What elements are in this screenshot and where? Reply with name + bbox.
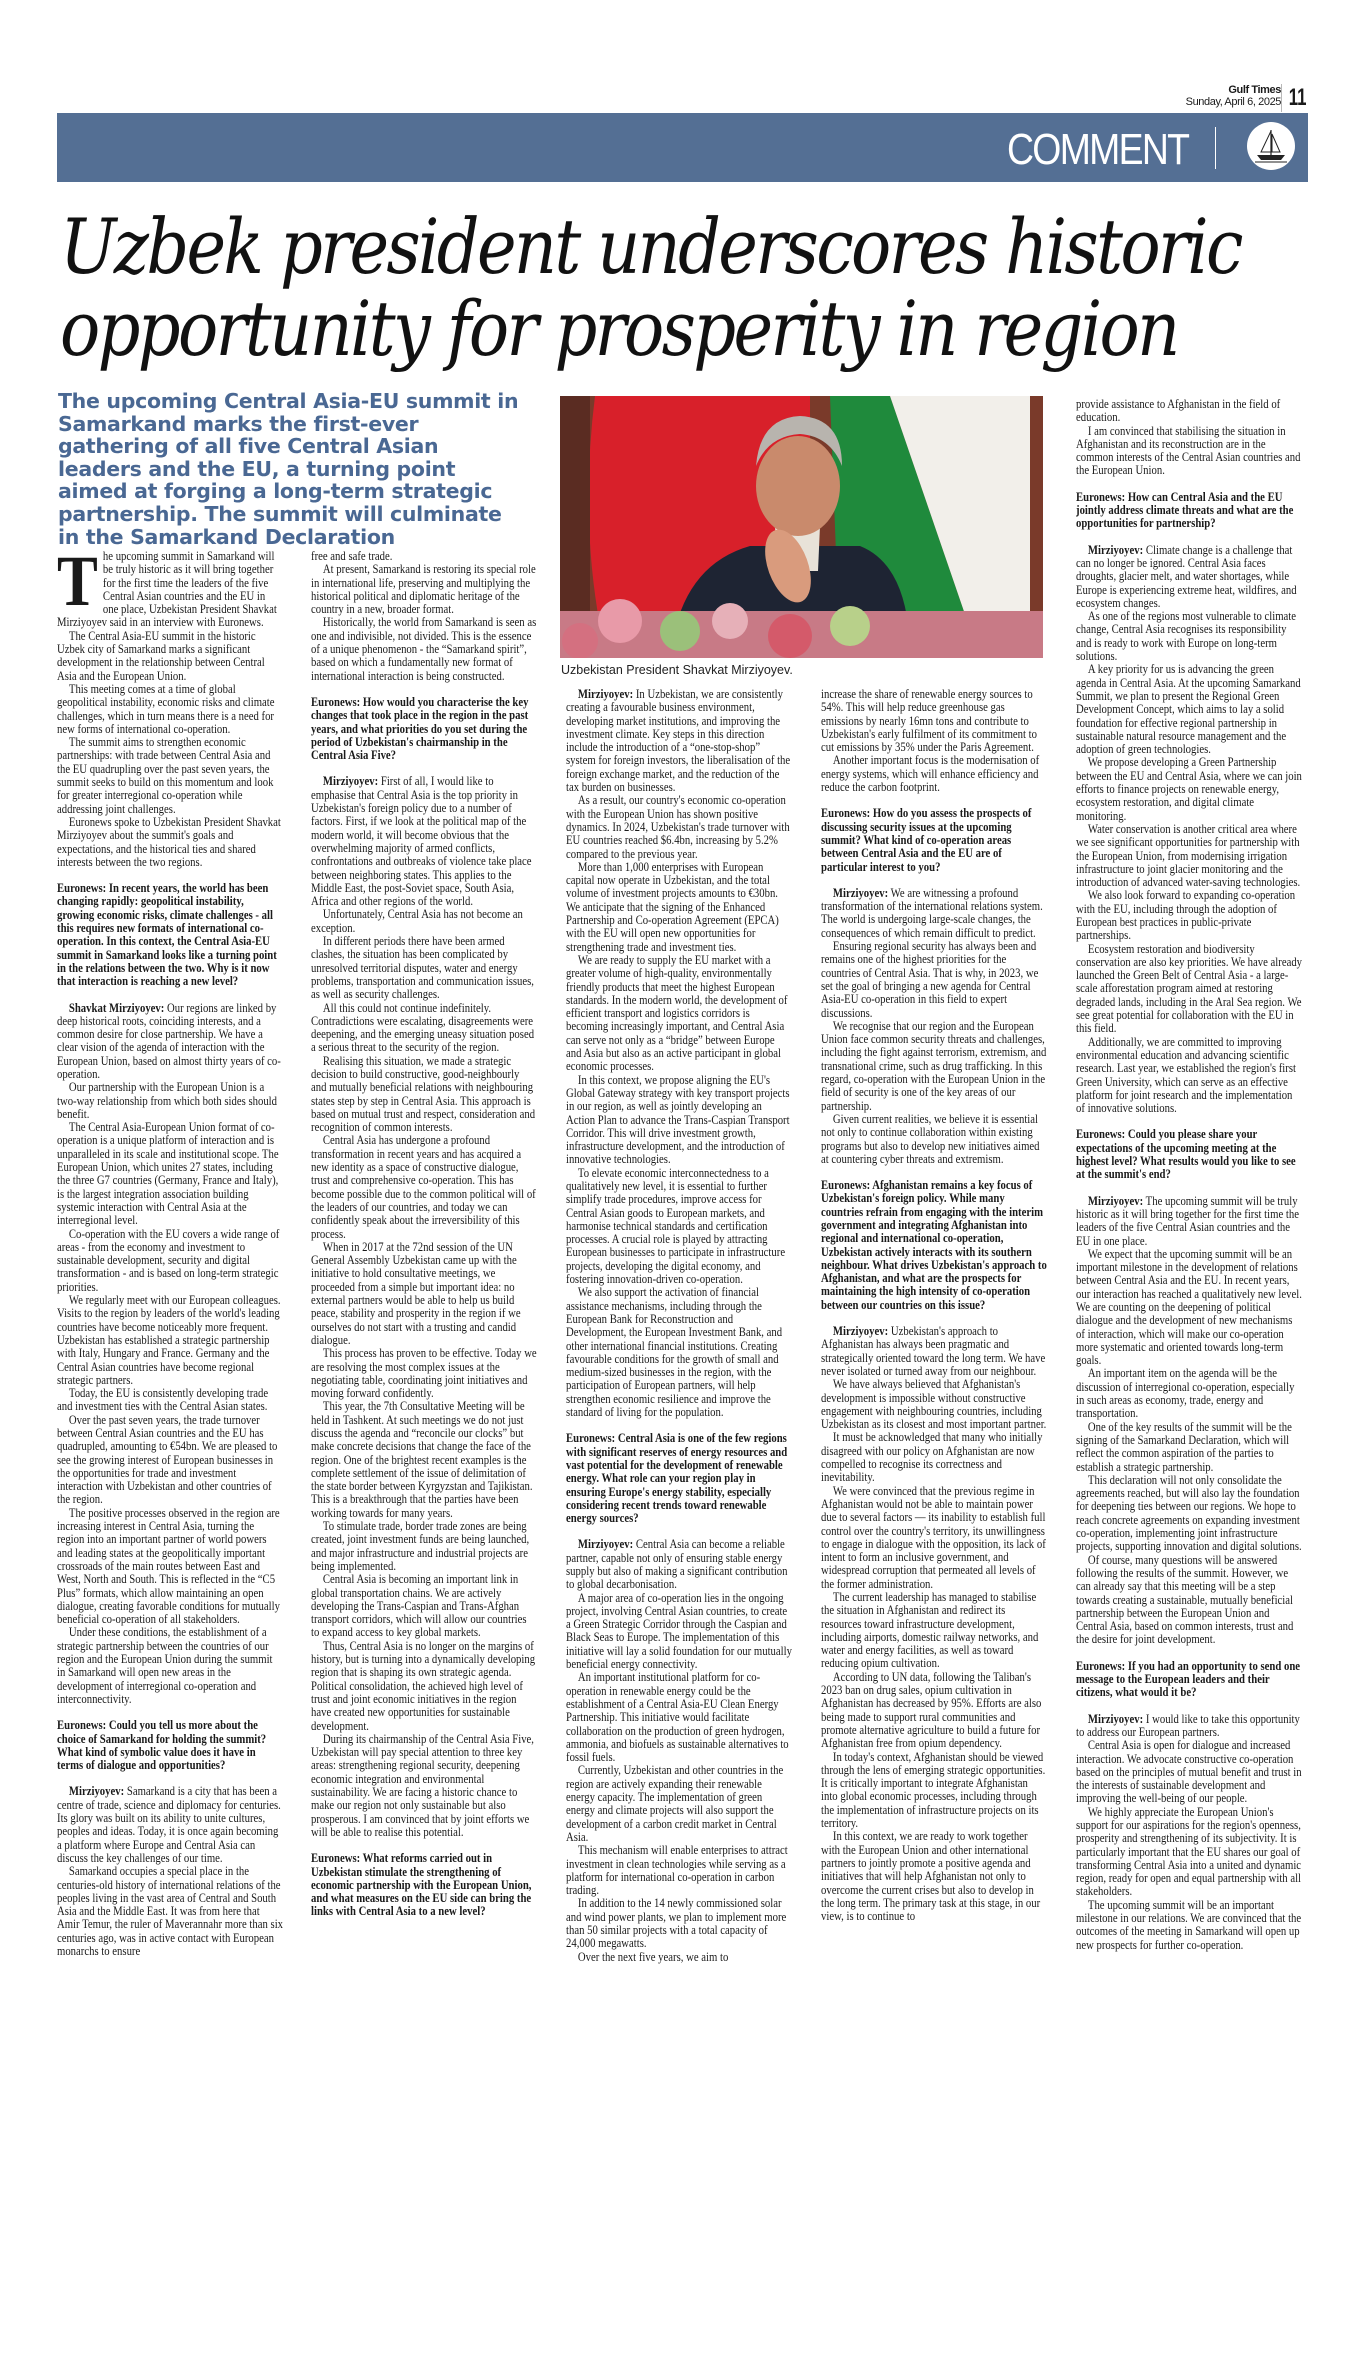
dhow-boat-icon xyxy=(1247,122,1295,170)
article-paragraph xyxy=(566,1764,792,1844)
headline-line-2: opportunity for prosperity in region xyxy=(60,284,1178,373)
paragraph-text: provide assistance to Afghanistan in the field of education. xyxy=(1076,398,1281,425)
article-paragraph xyxy=(311,935,537,1001)
article-paragraph xyxy=(821,1378,1047,1431)
article-paragraph xyxy=(1076,1739,1302,1805)
interview-answer xyxy=(1076,544,1302,610)
paragraph-text: Over the past seven years, the trade turnover between Central Asian countries and the EU has quadrupled, amounting to €54bn. We are pleased to see the growing interest of European businesses in the opportunities for trade and investment interaction with Uzbekistan and other countries of the region. xyxy=(57,1412,278,1507)
section-divider xyxy=(1215,127,1216,169)
article-paragraph xyxy=(311,1055,537,1135)
article-paragraph xyxy=(57,1865,283,1958)
interview-answer xyxy=(57,1002,283,1082)
article-paragraph xyxy=(566,1951,792,1964)
paragraph-text: To stimulate trade, border trade zones are being created, joint investment funds are being launched, and major infrastructure and industrial projects are being implemented. xyxy=(311,1519,530,1573)
page-number: 11 xyxy=(1281,84,1306,112)
speaker-name: Mirziyoyev: xyxy=(832,885,889,900)
interview-answer xyxy=(1076,1195,1302,1248)
section-band xyxy=(57,113,1308,182)
paragraph-text: The positive processes observed in the region are increasing interest in Central Asia, turning the region into an important partner of world powers and leading states at the geopolitically important crossroads of the main routes between East and West, North and South. This is reflected in the “C5 Plus” formats, which allow maintaining an open dialogue, creating favorable conditions for mutually beneficial co-operation of all stakeholders. xyxy=(57,1505,280,1627)
article-paragraph xyxy=(1076,943,1302,1036)
article-paragraph xyxy=(821,1671,1047,1751)
paragraph-text: When in 2017 at the 72nd session of the UN General Assembly Uzbekistan came up with the initiative to hold consultative meetings, we proceeded from a simple but important idea: no external partners would be able to help us build peace, stability and prosperity in the region if we ourselves do not start with a trusting and candid dialogue. xyxy=(311,1239,521,1347)
section-label: COMMENT xyxy=(1006,125,1188,174)
interview-answer xyxy=(311,775,537,908)
article-paragraph xyxy=(566,1844,792,1897)
speaker-name: Mirziyoyev: xyxy=(322,774,379,789)
paragraph-text: We regularly meet with our European colleagues. Visits to the region by leaders of the world's leading countries have become noticeably more frequent. Uzbekistan has established a strategic partnership with Italy, Hungary and France. Germany and the Central Asian countries have become regional strategic partners. xyxy=(57,1293,281,1387)
paragraph-text: First of all, I would like to emphasise that Central Asia is the top priority in Uzbekistan's foreign policy due to a number of factors. First, if we look at the political map of the modern world, it will become obvious that the overwhelming majority of armed conflicts, confrontations and outbreaks of violence take place between neighboring states. This applies to the Middle East, the post-Soviet space, South Asia, Africa and other regions of the world. xyxy=(311,774,532,909)
article-column-2 xyxy=(311,550,537,2280)
paragraph-text: At present, Samarkand is restoring its special role in international life, preserving and multiplying the historical political and diplomatic heritage of the country in a new, broader format. xyxy=(311,562,536,617)
paragraph-text: I am convinced that stabilising the situation in Afghanistan and its reconstruction are in the common interests of the Central Asian countries and the European Union. xyxy=(1076,423,1301,478)
article-paragraph xyxy=(311,1241,537,1347)
paragraph-text: We propose developing a Green Partnership between the EU and Central Asia, where we can join efforts to finance projects on renewable energy, ecosystem restoration, and digital climate monitoring. xyxy=(1076,755,1302,823)
article-paragraph xyxy=(1076,663,1302,756)
interview-answer xyxy=(1076,1713,1302,1740)
paragraph-text: All this could not continue indefinitely. Contradictions were escalating, disagreements were deepening, and the emerging uneasy situation posed a serious threat to the security of the region. xyxy=(311,1000,535,1055)
article-paragraph xyxy=(57,1387,283,1414)
interview-answer xyxy=(566,1538,792,1591)
article-paragraph xyxy=(1076,823,1302,889)
article-paragraph xyxy=(311,550,537,563)
paragraph-text: In today's context, Afghanistan should be viewed through the lens of emerging strategic opportunities. It is critically important to integrate Afghanistan into global economic processes, including through the implementation of infrastructure projects on its territory. xyxy=(821,1749,1046,1831)
article-paragraph xyxy=(311,1134,537,1240)
article-paragraph xyxy=(1076,398,1302,425)
paragraph-text: We also support the activation of financial assistance mechanisms, including through the European Bank for Reconstruction and Development, the European Investment Bank, and other international financial institutions. Creating favourable conditions for the growth of small and medium-sized businesses in the region, with the participation of European partners, will help strengthen economic resilience and improve the standard of living for the population. xyxy=(566,1285,783,1420)
article-paragraph xyxy=(1076,1367,1302,1420)
paragraph-text: Climate change is a challenge that can no longer be ignored. Central Asia faces droughts, glacier melt, and water shortages, while Europe is experiencing extreme heat, wildfires, and ecosystem changes. xyxy=(1076,542,1297,610)
article-paragraph xyxy=(1076,1554,1302,1647)
interview-question: Euronews: How would you characterise the key changes that took place in the region in the past years, and what priorities do you set during the period of Uzbekistan's chairmanship in the Central Asia Five? xyxy=(311,694,529,763)
president-photo xyxy=(560,396,1043,658)
interview-answer xyxy=(57,1785,283,1865)
interview-answer xyxy=(821,887,1047,940)
paragraph-text: Uzbekistan's approach to Afghanistan has always been pragmatic and strategically oriented toward the long term. We have never isolated or turned away from our neighbour. xyxy=(821,1324,1046,1378)
article-paragraph xyxy=(821,1485,1047,1591)
article-paragraph xyxy=(311,616,537,682)
article-paragraph xyxy=(821,1830,1047,1923)
article-paragraph xyxy=(57,1414,283,1507)
article-paragraph xyxy=(1076,1474,1302,1554)
paragraph-text: free and safe trade. xyxy=(311,550,393,563)
article-paragraph xyxy=(57,1228,283,1294)
paragraph-text: Another important focus is the modernisation of energy systems, which will enhance efficiency and reduce the carbon footprint. xyxy=(821,753,1040,795)
article-paragraph xyxy=(821,1751,1047,1831)
article-paragraph xyxy=(311,1640,537,1733)
paragraph-text: Of course, many questions will be answered following the results of the summit. However, we can already say that this meeting will be a step towards creating a sustainable, mutually beneficial partnership between the European Union and Central Asia, based on common interests, trust and the desire for joint development. xyxy=(1076,1552,1294,1647)
interview-question: Euronews: In recent years, the world has been changing rapidly: geopolitical instability, growing economic risks, climate challenges - all this requires new formats of international co-operation. In this context, the Central Asia-EU summit in Samarkand looks like a turning point in the relations between the two. Why is it now that interaction is reaching a new level? xyxy=(57,881,277,989)
paragraph-text: Additionally, we are committed to improving environmental education and advancing scientific research. Last year, we established the region's first Green University, which can serve as an effective platform for joint research and the implementation of innovative solutions. xyxy=(1076,1034,1296,1116)
article-column-3 xyxy=(566,688,792,2280)
article-paragraph xyxy=(57,1121,283,1227)
speaker-name: Mirziyoyev: xyxy=(68,1784,125,1799)
paragraph-text: Unfortunately, Central Asia has not become an exception. xyxy=(311,907,523,935)
paragraph-text: To elevate economic interconnectedness to a qualitatively new level, it is essential to further simplify trade procedures, improve access for Central Asian goods to European markets, and harmonise technical standards and certification processes. A crucial role is played by attracting European businesses to participate in infrastructure projects, developing the digital economy, and fostering innovation-driven co-operation. xyxy=(566,1165,786,1287)
article-paragraph xyxy=(1076,1036,1302,1116)
paragraph-text: More than 1,000 enterprises with European capital now operate in Uzbekistan, and the total volume of investment projects amounts to €30bn. We anticipate that the signing of the Enhanced Partnership and Co-operation Agreement (EPCA) with the EU will open new opportunities for strengthening trade and investment ties. xyxy=(566,859,779,954)
article-paragraph xyxy=(821,1431,1047,1484)
paragraph-text: We highly appreciate the European Union's support for our aspirations for the region's openness, prosperity and strengthening of its subjectivity. It is particularly important that the EU shares our goal of transforming Central Asia into a united and dynamic region, ready for open and equal partnership with all stakeholders. xyxy=(1076,1804,1302,1899)
paragraph-text: The Central Asia-European Union format of co-operation is a unique platform of interaction and is unparalleled in its scale and institutional scope. The European Union, which unites 27 states, including the three G7 countries (Germany, France and Italy), is the largest integration association building systemic interaction with Central Asia at the interregional level. xyxy=(57,1120,279,1228)
paragraph-text: The upcoming summit will be an important milestone in our relations. We are convinced that the outcomes of the meeting in Samarkand will open up new prospects for further co-operation. xyxy=(1076,1897,1302,1952)
paragraph-text: One of the key results of the summit will be the signing of the Samarkand Declaration, which will reflect the common aspiration of the parties to establish a strategic partnership. xyxy=(1076,1419,1292,1474)
article-paragraph xyxy=(311,1347,537,1400)
article-paragraph xyxy=(566,861,792,954)
paragraph-text: Today, the EU is consistently developing trade and investment ties with the Central Asian states. xyxy=(57,1386,269,1414)
article-paragraph xyxy=(821,1020,1047,1113)
paragraph-text: A key priority for us is advancing the green agenda in Central Asia. At the upcoming Samarkand Summit, we plan to present the Regional Green Development Concept, which aims to lay a solid foundation for effective regional partnership in sustainable natural resource management and the adoption of green technologies. xyxy=(1076,662,1301,757)
paragraph-text: As one of the regions most vulnerable to climate change, Central Asia recognises its responsibility and is ready to work with Europe on long-term solutions. xyxy=(1076,609,1297,664)
paragraph-text: The current leadership has managed to stabilise the situation in Afghanistan and redirect its resources toward infrastructure development, including airports, domestic railway networks, and water and energy facilities, as well as toward reducing opium cultivation. xyxy=(821,1590,1039,1671)
article-paragraph xyxy=(566,1592,792,1672)
masthead xyxy=(1186,84,1281,108)
paragraph-text: Central Asia can become a reliable partner, capable not only of ensuring stable energy supply but also of making a significant contribution to global decarbonisation. xyxy=(566,1537,788,1592)
paragraph-text: We are witnessing a profound transformation of the international relations system. The world is undergoing large-scale changes, the consequences of which remain difficult to predict. xyxy=(821,885,1043,940)
paragraph-text: he upcoming summit in Samarkand will be truly historic as it will bring together for the first time the leaders of the five Central Asian countries and the EU in one place, Uzbekistan President Shavkat Mirziyoyev said in an interview with Euronews. xyxy=(57,550,277,630)
paragraph-text: Central Asia is becoming an important link in global transportation chains. We are actively developing the Trans-Caspian and Trans-Afghan transport corridors, which will allow our countries to expand access to key global markets. xyxy=(311,1572,527,1640)
speaker-name: Mirziyoyev: xyxy=(577,1537,634,1552)
paragraph-text: Our regions are linked by deep historical roots, coinciding interests, and a common desire for close partnership. We have a clear vision of the agenda of interaction with the European Union, based on almost thirty years of co-operation. xyxy=(57,1000,281,1081)
paragraph-text: The summit aims to strengthen economic partnerships: with trade between Central Asia and the EU quadrupling over the past seven years, the summit seeks to build on this momentum and look for greater interregional co-operation while addressing joint challenges. xyxy=(57,735,274,816)
speaker-name: Mirziyoyev: xyxy=(1087,1193,1144,1208)
article-paragraph xyxy=(1076,1899,1302,1952)
headline xyxy=(60,202,1241,373)
article-paragraph xyxy=(566,1897,792,1950)
article-paragraph xyxy=(821,688,1047,754)
paragraph-text: As a result, our country's economic co-operation with the European Union has shown positive dynamics. In 2024, Uzbekistan's trade turnover with EU countries reached $6.4bn, increasing by 5.2% compared to the previous year. xyxy=(566,793,790,861)
article-paragraph xyxy=(57,1626,283,1706)
speaker-name: Mirziyoyev: xyxy=(1087,542,1144,557)
paragraph-text: A major area of co-operation lies in the ongoing project, involving Central Asian countries, to create a Green Strategic Corridor through the Caspian and Black Seas to Europe. The implementation of this initiative will lay a solid foundation for our mutually beneficial energy connectivity. xyxy=(566,1590,792,1672)
paragraph-text: This process has proven to be effective. Today we are resolving the most complex issues at the negotiating table, coordinating joint initiatives and moving forward confidently. xyxy=(311,1346,537,1401)
article-column-5 xyxy=(1076,398,1302,2280)
article-paragraph xyxy=(566,1167,792,1287)
article-paragraph xyxy=(311,1520,537,1573)
paragraph-text: Samarkand is a city that has been a centre of trade, science and diplomacy for centuries. Its glory was built on its ability to unite cultures, peoples and ideas. Today, it is once again becoming a platform where Europe and Central Asia can discuss the key challenges of our time. xyxy=(57,1784,281,1865)
article-column-4 xyxy=(821,688,1047,2280)
paragraph-text: An important item on the agenda will be the discussion of interregional co-operation, especially in such areas as economy, trade, energy and transportation. xyxy=(1076,1366,1295,1421)
paragraph-text: Currently, Uzbekistan and other countries in the region are actively expanding their renewable energy capacity. The implementation of green energy and climate projects will also support the development of a carbon credit market in Central Asia. xyxy=(566,1763,784,1844)
article-paragraph xyxy=(57,1507,283,1627)
standfirst: The upcoming Central Asia-EU summit in Samarkand marks the first-ever gathering of all five Central Asian leaders and the EU, a turning point aimed at forging a long-term strategic partnership. The summit will culminate in the Samarkand Declaration xyxy=(58,389,519,549)
paragraph-text: Realising this situation, we made a strategic decision to build constructive, good-neighbourly and mutually beneficial relations with neighbouring states step by step in Central Asia. This approach is based on mutual trust and respect, consideration and recognition of common interests. xyxy=(311,1053,536,1135)
paragraph-text: Central Asia is open for dialogue and increased interaction. We advocate constructive co-operation based on the principles of mutual benefit and trust in the interests of sustainable development and improving the well-being of our people. xyxy=(1076,1738,1302,1806)
paragraph-text: We were convinced that the previous regime in Afghanistan would not be able to maintain power due to several factors — its inability to establish full control over the country's territory, its unwillingness to engage in dialogue with the opposition, its lack of intent to form an inclusive government, and widespread corruption that permeated all levels of the former administration. xyxy=(821,1483,1046,1591)
article-paragraph xyxy=(311,1573,537,1639)
paragraph-text: Water conservation is another critical area where we see significant opportunities for partnership with the European Union, from modernising irrigation infrastructure to joint glacier monitoring and the introduction of advanced water-saving technologies. xyxy=(1076,821,1301,890)
paragraph-text: Ensuring regional security has always been and remains one of the highest priorities for the countries of Central Asia. That is why, in 2023, we set the goal of bringing a new agenda for Central Asia-EU co-operation in this field to expert discussions. xyxy=(821,939,1039,1020)
speaker-name: Mirziyoyev: xyxy=(1087,1711,1144,1726)
issue-date: Sunday, April 6, 2025 xyxy=(1185,96,1281,108)
paragraph-text: Central Asia has undergone a profound transformation in recent years and has acquired a new identity as a space of constructive dialogue, trust and comprehensive co-operation. This has become possible due to the common political will of the leaders of our countries, and today we can confidently speak about the irreversibility of this process. xyxy=(311,1133,536,1241)
paragraph-text: We expect that the upcoming summit will be an important milestone in the development of relations between Central Asia and the EU. In recent years, our interaction has reached a qualitatively new level. We are counting on the deepening of political dialogue and the development of new mechanisms of interaction, which will make our co-operation more systematic and oriented towards long-term goals. xyxy=(1076,1246,1302,1368)
article-paragraph xyxy=(1076,1421,1302,1474)
paragraph-text: The Central Asia-EU summit in the historic Uzbek city of Samarkand marks a significant development in the relationship between Central Asia and the European Union. xyxy=(57,628,265,683)
paragraph-text: Samarkand occupies a special place in the centuries-old history of international relations of the peoples living in the vast area of Central and South Asia and the Middle East. It was from here that Amir Temur, the ruler of Maverannahr more than six centuries ago, was in active contact with European monarchs to ensure xyxy=(57,1864,284,1958)
interview-question: Euronews: Could you tell us more about the choice of Samarkand for holding the summit? What kind of symbolic value does it have in terms of dialogue and opportunities? xyxy=(57,1718,267,1773)
article-paragraph xyxy=(57,816,283,869)
article-paragraph xyxy=(311,1400,537,1520)
paragraph-text: The upcoming summit will be truly historic as it will bring together for the first time the leaders of the five Central Asian countries and the EU in one place. xyxy=(1076,1193,1299,1248)
paragraph-text: We are ready to supply the EU market with a greater volume of high-quality, environmentally friendly products that meet the highest European standards. In the modern world, the development of efficient transport and logistics corridors is becoming increasingly important, and Central Asia can serve not only as a “bridge” between Europe and Asia but also as an active participant in global economic processes. xyxy=(566,952,788,1074)
paragraph-text: An important institutional platform for co-operation in renewable energy could be the establishment of a Central Asia-EU Clean Energy Partnership. This initiative would facilitate collaboration on the production of green hydrogen, ammonia, and biofuels as sustainable alternatives to fossil fuels. xyxy=(566,1670,789,1765)
article-paragraph xyxy=(1076,1248,1302,1368)
speaker-name: Shavkat Mirziyoyev: xyxy=(68,1000,165,1015)
article-paragraph xyxy=(311,908,537,935)
interview-question: Euronews: Central Asia is one of the few regions with significant reserves of energy resources and vast potential for the development of renewable energy. What role can your region play in ensuring Europe's energy stability, especially considering recent trends toward renewable energy sources? xyxy=(566,1431,788,1526)
paragraph-text: This meeting comes at a time of global geopolitical instability, economic risks and climate challenges, which in turn means there is a need for new forms of international co-operation. xyxy=(57,681,275,736)
article-paragraph xyxy=(821,1113,1047,1166)
headline-line-1: Uzbek president underscores historic xyxy=(60,202,1241,291)
paragraph-text: It must be acknowledged that many who initially disagreed with our policy on Afghanistan are now compelled to recognise its correctness and inevitability. xyxy=(821,1430,1043,1485)
paragraph-text: In this context, we are ready to work together with the European Union and other international partners to jointly promote a positive agenda and initiatives that will help Afghanistan not only to overcome the current crises but also to develop in the long term. The primary task at this stage, in our view, is to continue to xyxy=(821,1829,1041,1924)
paragraph-text: Co-operation with the EU covers a wide range of areas - from the economy and investment to sustainable development, security and digital transformation - and is based on long-term strategic priorities. xyxy=(57,1226,280,1294)
drop-cap: T xyxy=(57,550,98,621)
paragraph-text: According to UN data, following the Taliban's 2023 ban on drug sales, opium cultivation in Afghanistan has decreased by 95%. Efforts are also being made to support rural communities and promote alternative agriculture to build a future for Afghanistan free from opium dependency. xyxy=(821,1669,1042,1751)
paragraph-text: In this context, we propose aligning the EU's Global Gateway strategy with key transport projects in our region, as well as jointly developing an Action Plan to advance the Trans-Caspian Transport Corridor. This will drive investment growth, infrastructure development, and the introduction of innovative technologies. xyxy=(566,1072,790,1167)
article-paragraph xyxy=(566,1074,792,1167)
paragraph-text: This mechanism will enable enterprises to attract investment in clean technologies while serving as a platform for international co-operation in carbon trading. xyxy=(566,1843,788,1898)
article-paragraph xyxy=(566,794,792,860)
interview-question: Euronews: If you had an opportunity to send one message to the European leaders and their citizens, what would it be? xyxy=(1076,1658,1301,1700)
interview-question: Euronews: Afghanistan remains a key focus of Uzbekistan's foreign policy. While many countries refrain from engaging with the interim government and integrating Afghanistan into regional and international co-operation, Uzbekistan actively interacts with its southern neighbour. What drives Uzbekistan's approach to Afghanistan, and what are the prospects for maintaining the high intensity of co-operation between our countries on this issue? xyxy=(821,1178,1047,1312)
paragraph-text: Historically, the world from Samarkand is seen as one and indivisible, not divided. This is the essence of a unique phenomenon - the “Samarkand spirit”, based on which a fundamentally new format of international interaction is being constructed. xyxy=(311,615,537,683)
article-paragraph xyxy=(311,1002,537,1055)
article-paragraph xyxy=(57,630,283,683)
paragraph-text: Euronews spoke to Uzbekistan President Shavkat Mirziyoyev about the summit's goals and expectations, and the historical ties and shared interests between the two regions. xyxy=(57,814,281,869)
photo-caption: Uzbekistan President Shavkat Mirziyoyev. xyxy=(561,663,793,677)
speaker-name: Mirziyoyev: xyxy=(577,688,634,701)
paragraph-text: In addition to the 14 newly commissioned solar and wind power plants, we plan to implement more than 50 similar projects with a total capacity of 24,000 megawatts. xyxy=(566,1896,787,1951)
paragraph-text: In Uzbekistan, we are consistently creating a favourable business environment, developing market institutions, and improving the investment climate. Key steps in this direction include the introduction of a “one-stop-shop” system for foreign investors, the liberalisation of the foreign exchange market, and the reduction of the tax burden on businesses. xyxy=(566,688,791,795)
article-paragraph xyxy=(57,736,283,816)
article-paragraph xyxy=(57,550,283,630)
article-paragraph xyxy=(57,1294,283,1387)
article-paragraph xyxy=(57,1081,283,1121)
interview-answer xyxy=(821,1325,1047,1378)
paragraph-text: Our partnership with the European Union is a two-way relationship from which both sides should benefit. xyxy=(57,1080,278,1121)
paragraph-text: We have always believed that Afghanistan's development is impossible without constructive engagement with neighbouring countries, including Uzbekistan as its closest and most important partner. xyxy=(821,1377,1047,1432)
paragraph-text: Under these conditions, the establishment of a strategic partnership between the countries of our region and the European Union during the summit in Samarkand will open new areas in the development of interregional co-operation and interconnectivity. xyxy=(57,1625,273,1706)
paragraph-text: increase the share of renewable energy sources to 54%. This will help reduce greenhouse gas emissions by nearly 16mn tons and contribute to Uzbekistan's early fulfilment of its commitment to cut emissions by 35% under the Paris Agreement. xyxy=(821,688,1037,755)
speaker-name: Mirziyoyev: xyxy=(832,1324,889,1339)
paragraph-text: Ecosystem restoration and biodiversity conservation are also key priorities. We have already launched the Green Belt of Central Asia - a large-scale afforestation program aimed at restoring degraded lands, including in the Aral Sea region. We see great potential for collaboration with the EU in this field. xyxy=(1076,941,1303,1036)
paragraph-text: We recognise that our region and the European Union face common security threats and challenges, including the fight against terrorism, extremism, and transnational crime, such as drug trafficking. In this regard, co-operation with the European Union in the field of security is one of the key areas of our partnership. xyxy=(821,1018,1047,1113)
paragraph-text: We also look forward to expanding co-operation with the EU, including through the adoption of European best practices in public-private partnerships. xyxy=(1076,888,1296,943)
article-paragraph xyxy=(1076,610,1302,663)
article-paragraph xyxy=(57,683,283,736)
article-paragraph xyxy=(566,1671,792,1764)
newspaper-name: Gulf Times xyxy=(1228,84,1281,96)
article-paragraph xyxy=(311,563,537,616)
paragraph-text: I would like to take this opportunity to address our European partners. xyxy=(1076,1711,1300,1739)
interview-question: Euronews: How can Central Asia and the EU jointly address climate threats and what are the opportunities for partnership? xyxy=(1076,489,1294,531)
paragraph-text: During its chairmanship of the Central Asia Five, Uzbekistan will pay special attention to three key areas: strengthening regional security, deepening economic integration and environmental sustainability. We are facing a historic chance to make our region not only sustainable but also prosperous. I am convinced that by joint efforts we will be able to realise this potential. xyxy=(311,1731,534,1839)
paragraph-text: Thus, Central Asia is no longer on the margins of history, but is turning into a dynamically developing region that is shaping its own strategic agenda. Political consolidation, the achieved high level of trust and joint economic initiatives in the region have created new opportunities for sustainable development. xyxy=(311,1638,536,1733)
paragraph-text: In different periods there have been armed clashes, the situation has been complicated by unresolved territorial disputes, water and energy problems, transportation and communication issues, as well as security challenges. xyxy=(311,934,534,1002)
article-paragraph xyxy=(1076,425,1302,478)
article-paragraph xyxy=(566,1286,792,1419)
article-paragraph xyxy=(311,1733,537,1839)
paragraph-text: Over the next five years, we aim to xyxy=(577,1949,729,1964)
interview-question: Euronews: How do you assess the prospects of discussing security issues at the upcoming summit? What kind of co-operation areas between Central Asia and the EU are of particular interest to you? xyxy=(821,806,1032,874)
article-paragraph xyxy=(1076,1806,1302,1899)
article-column-1 xyxy=(57,550,283,2280)
interview-question: Euronews: Could you please share your expectations of the upcoming meeting at the highest level? What results would you like to see at the summit's end? xyxy=(1076,1127,1296,1182)
paragraph-text: This year, the 7th Consultative Meeting will be held in Tashkent. At such meetings we do not just discuss the agenda and “reconcile our clocks” but make concrete decisions that change the face of the region. One of the brightest recent examples is the complete settlement of the issue of delimitation of the state border between Kyrgyzstan and Tajikistan. This is a breakthrough that the parties have been working towards for many years. xyxy=(311,1399,533,1520)
paragraph-text: Given current realities, we believe it is essential not only to continue collaboration within existing programs but also to develop new initiatives aimed at countering cyber threats and extremism. xyxy=(821,1111,1040,1166)
article-paragraph xyxy=(566,954,792,1074)
article-paragraph xyxy=(821,1591,1047,1671)
article-paragraph xyxy=(1076,889,1302,942)
article-paragraph xyxy=(821,754,1047,794)
paragraph-text: This declaration will not only consolidate the agreements reached, but will also lay the foundation for deepening ties between our regions. We hope to reach concrete agreements on expanding investment co-operation, implementing joint infrastructure projects, supporting innovation and digital solutions. xyxy=(1076,1472,1302,1554)
article-paragraph xyxy=(1076,756,1302,822)
interview-question: Euronews: What reforms carried out in Uzbekistan stimulate the strengthening of economic partnership with the European Union, and what measures on the EU side can bring the links with Central Asia to a new level? xyxy=(311,1851,532,1919)
interview-answer xyxy=(566,688,792,794)
article-paragraph xyxy=(821,940,1047,1020)
